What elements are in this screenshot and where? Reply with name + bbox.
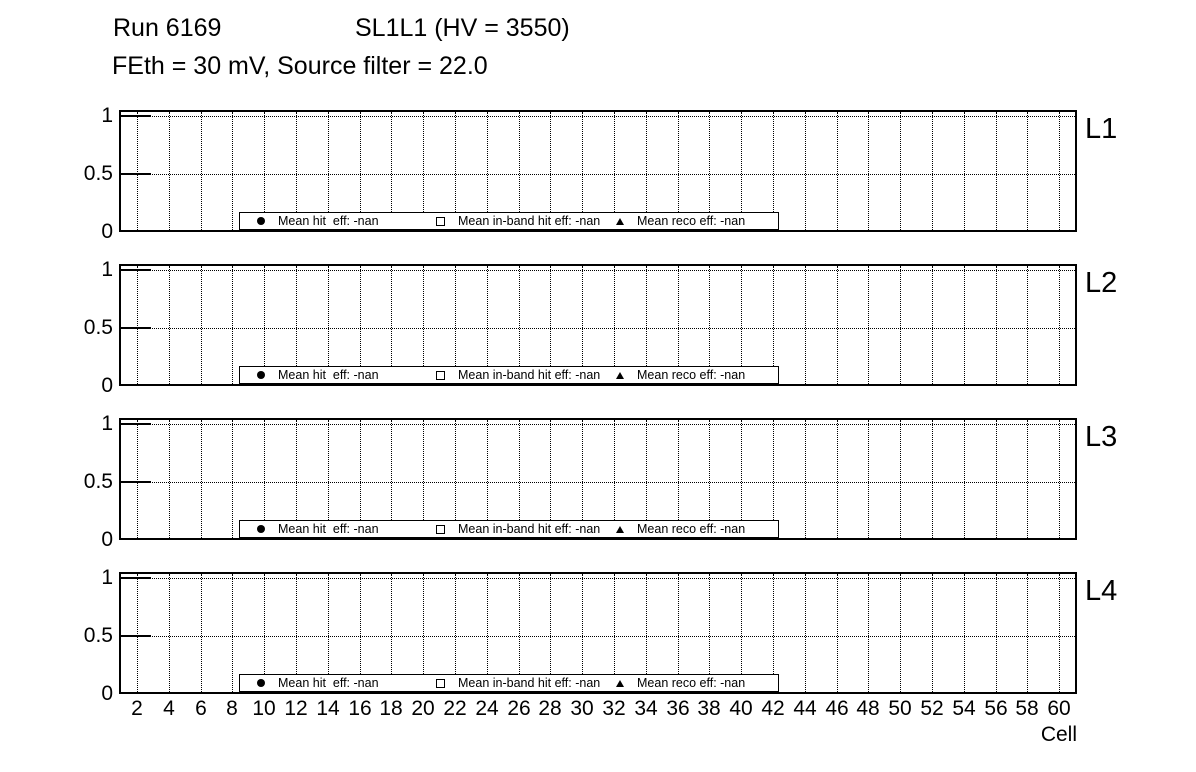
gridline-vertical (932, 574, 933, 692)
open-square-icon (436, 525, 445, 534)
gridline-vertical (964, 420, 965, 538)
x-tick-label: 36 (666, 697, 690, 720)
gridline-vertical (232, 112, 233, 230)
filled-triangle-icon (616, 680, 624, 687)
gridline-vertical (232, 574, 233, 692)
gridline-horizontal (121, 270, 1075, 271)
gridline-vertical (837, 420, 838, 538)
x-tick-label: 44 (793, 697, 817, 720)
legend-box (239, 212, 779, 230)
y-tick-label: 1 (101, 412, 113, 435)
x-tick-label: 26 (507, 697, 531, 720)
gridline-vertical (169, 112, 170, 230)
gridline-vertical (1059, 112, 1060, 230)
gridline-vertical (868, 112, 869, 230)
x-tick-label: 32 (602, 697, 626, 720)
gridline-vertical (996, 420, 997, 538)
y-axis-tick (121, 423, 151, 425)
legend-entry (419, 675, 599, 691)
gridline-vertical (900, 574, 901, 692)
x-axis-title: Cell (1040, 723, 1077, 746)
x-tick-label: 24 (475, 697, 499, 720)
gridline-vertical (1027, 266, 1028, 384)
x-tick-label: 56 (984, 697, 1008, 720)
y-axis-tick (121, 269, 151, 271)
legend-box (239, 674, 779, 692)
y-tick-label: 0.5 (83, 162, 113, 185)
gridline-vertical (964, 266, 965, 384)
gridline-vertical (201, 420, 202, 538)
y-tick-label: 0 (101, 374, 113, 397)
gridline-vertical (169, 420, 170, 538)
filled-circle-icon (257, 679, 265, 687)
x-tick-label: 22 (443, 697, 467, 720)
gridline-vertical (137, 266, 138, 384)
plot-frame-l2 (119, 264, 1077, 386)
gridline-vertical (900, 112, 901, 230)
gridline-vertical (932, 112, 933, 230)
legend-box (239, 366, 779, 384)
panel-label-l1: L1 (1085, 113, 1118, 145)
panel-label-l4: L4 (1085, 575, 1118, 607)
gridline-horizontal (121, 578, 1075, 579)
x-tick-label: 16 (348, 697, 372, 720)
gridline-horizontal (121, 116, 1075, 117)
y-tick-label: 0 (101, 220, 113, 243)
legend-entry (599, 675, 778, 691)
legend-entry (240, 675, 419, 691)
x-tick-label: 46 (825, 697, 849, 720)
open-square-icon (436, 217, 445, 226)
gridline-vertical (137, 574, 138, 692)
gridline-vertical (996, 574, 997, 692)
legend-entry (599, 521, 778, 537)
y-axis-tick (121, 481, 151, 483)
plot-frame-l1 (119, 110, 1077, 232)
title-chamber-hv: SL1L1 (HV = 3550) (355, 14, 570, 42)
y-tick-label: 1 (101, 258, 113, 281)
gridline-vertical (1027, 112, 1028, 230)
legend-label: Mean in-band hit eff: -nan (458, 368, 601, 382)
y-tick-label: 1 (101, 566, 113, 589)
x-tick-label: 42 (761, 697, 785, 720)
x-tick-label: 28 (538, 697, 562, 720)
x-tick-label: 38 (697, 697, 721, 720)
gridline-vertical (137, 420, 138, 538)
gridline-vertical (232, 420, 233, 538)
y-axis-tick (121, 173, 151, 175)
gridline-vertical (932, 420, 933, 538)
gridline-vertical (201, 266, 202, 384)
y-axis-tick (121, 635, 151, 637)
gridline-vertical (805, 420, 806, 538)
y-tick-label: 0.5 (83, 624, 113, 647)
gridline-vertical (805, 266, 806, 384)
gridline-vertical (900, 420, 901, 538)
x-tick-label: 52 (920, 697, 944, 720)
gridline-vertical (837, 574, 838, 692)
gridline-vertical (996, 112, 997, 230)
legend-label: Mean in-band hit eff: -nan (458, 522, 601, 536)
x-tick-label: 4 (163, 697, 175, 720)
gridline-vertical (137, 112, 138, 230)
legend-box (239, 520, 779, 538)
x-tick-label: 34 (634, 697, 658, 720)
legend-entry (240, 521, 419, 537)
x-tick-label: 40 (729, 697, 753, 720)
x-tick-label: 12 (284, 697, 308, 720)
legend-entry (240, 213, 419, 229)
y-axis-tick (121, 577, 151, 579)
gridline-vertical (232, 266, 233, 384)
gridline-vertical (837, 112, 838, 230)
legend-label: Mean hit eff: -nan (278, 368, 379, 382)
x-tick-label: 60 (1047, 697, 1071, 720)
gridline-vertical (964, 112, 965, 230)
x-tick-label: 6 (195, 697, 207, 720)
plot-frame-l4 (119, 572, 1077, 694)
x-tick-label: 54 (952, 697, 976, 720)
y-axis-tick (121, 115, 151, 117)
y-tick-label: 0.5 (83, 470, 113, 493)
gridline-vertical (1027, 420, 1028, 538)
gridline-vertical (964, 574, 965, 692)
panel-label-l3: L3 (1085, 421, 1118, 453)
y-tick-label: 0.5 (83, 316, 113, 339)
x-tick-label: 30 (570, 697, 594, 720)
legend-entry (419, 521, 599, 537)
legend-label: Mean in-band hit eff: -nan (458, 214, 601, 228)
plot-frame-l3 (119, 418, 1077, 540)
gridline-horizontal (121, 482, 1075, 483)
gridline-vertical (996, 266, 997, 384)
x-tick-label: 8 (226, 697, 238, 720)
legend-label: Mean reco eff: -nan (637, 214, 746, 228)
x-tick-label: 48 (856, 697, 880, 720)
legend-label: Mean reco eff: -nan (637, 676, 746, 690)
legend-entry (240, 367, 419, 383)
gridline-horizontal (121, 174, 1075, 175)
gridline-vertical (1059, 574, 1060, 692)
gridline-vertical (932, 266, 933, 384)
title-threshold-filter: FEth = 30 mV, Source filter = 22.0 (112, 52, 488, 80)
x-tick-label: 20 (411, 697, 435, 720)
gridline-vertical (169, 574, 170, 692)
gridline-horizontal (121, 328, 1075, 329)
filled-triangle-icon (616, 218, 624, 225)
legend-entry (419, 213, 599, 229)
x-tick-label: 50 (888, 697, 912, 720)
gridline-horizontal (121, 636, 1075, 637)
legend-label: Mean hit eff: -nan (278, 522, 379, 536)
gridline-vertical (837, 266, 838, 384)
gridline-vertical (868, 266, 869, 384)
y-tick-label: 0 (101, 682, 113, 705)
filled-circle-icon (257, 371, 265, 379)
filled-circle-icon (257, 525, 265, 533)
y-axis-tick (121, 327, 151, 329)
filled-circle-icon (257, 217, 265, 225)
gridline-vertical (805, 112, 806, 230)
gridline-vertical (201, 112, 202, 230)
y-tick-label: 1 (101, 104, 113, 127)
legend-label: Mean hit eff: -nan (278, 214, 379, 228)
open-square-icon (436, 371, 445, 380)
title-run-number: Run 6169 (113, 14, 222, 42)
gridline-vertical (1059, 266, 1060, 384)
x-tick-label: 14 (316, 697, 340, 720)
gridline-vertical (868, 574, 869, 692)
legend-entry (419, 367, 599, 383)
gridline-vertical (169, 266, 170, 384)
gridline-vertical (1059, 420, 1060, 538)
open-square-icon (436, 679, 445, 688)
y-tick-label: 0 (101, 528, 113, 551)
x-tick-label: 58 (1015, 697, 1039, 720)
gridline-vertical (900, 266, 901, 384)
x-tick-label: 2 (131, 697, 143, 720)
filled-triangle-icon (616, 372, 624, 379)
gridline-vertical (1027, 574, 1028, 692)
gridline-vertical (805, 574, 806, 692)
legend-label: Mean hit eff: -nan (278, 676, 379, 690)
legend-entry (599, 367, 778, 383)
x-tick-label: 18 (379, 697, 403, 720)
legend-label: Mean reco eff: -nan (637, 522, 746, 536)
x-tick-label: 10 (252, 697, 276, 720)
gridline-vertical (201, 574, 202, 692)
gridline-vertical (868, 420, 869, 538)
legend-label: Mean in-band hit eff: -nan (458, 676, 601, 690)
legend-entry (599, 213, 778, 229)
filled-triangle-icon (616, 526, 624, 533)
gridline-horizontal (121, 424, 1075, 425)
legend-label: Mean reco eff: -nan (637, 368, 746, 382)
panel-label-l2: L2 (1085, 267, 1118, 299)
